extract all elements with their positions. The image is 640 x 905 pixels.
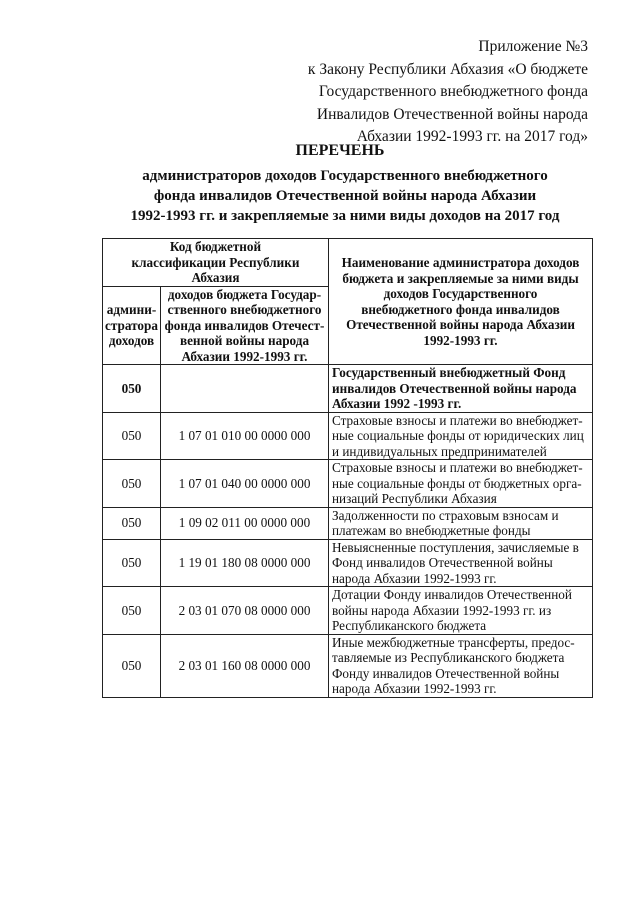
subtitle-line: 1992-1993 гг. и закрепляемые за ними виды доходов на 2017 год: [130, 208, 560, 224]
cell-admin: 050: [103, 365, 161, 413]
table-row: [103, 460, 593, 508]
cell-admin: 050: [103, 634, 161, 697]
cell-admin: 050: [103, 539, 161, 587]
annex-line: Государственного внебюджетного фонда: [318, 83, 588, 100]
income-administrators-table: [102, 238, 593, 698]
annex-line: Абхазии 1992-1993 гг. на 2017 год»: [356, 128, 588, 145]
cell-admin: 050: [103, 507, 161, 539]
cell-code: 1 09 02 011 00 0000 000: [161, 507, 329, 539]
table-row: [103, 539, 593, 587]
subtitle-line: администраторов доходов Государственного внебюджетного: [142, 168, 548, 184]
cell-name: Задолженности по страховым взносам и платежам во внебюджетные фонды: [329, 507, 593, 539]
annex-line: Приложение №3: [478, 38, 588, 55]
cell-name: Иные межбюджетные трансферты, предос-тавляемые из Республиканского бюджета Фонду инвалидов Отечественной войны народа Абхазии 1992-1993 гг.: [329, 634, 593, 697]
cell-code: 1 07 01 010 00 0000 000: [161, 412, 329, 460]
table-row-administrator: [103, 365, 593, 413]
document-title: ПЕРЕЧЕНЬ: [295, 142, 385, 159]
annex-header: [308, 36, 588, 149]
cell-name: Невыясненные поступления, зачисляемые в Фонд инвалидов Отечественной войны народа Абхазии 1992-1993 гг.: [329, 539, 593, 587]
document-subtitle: [0, 166, 640, 226]
cell-admin: 050: [103, 460, 161, 508]
cell-admin: 050: [103, 412, 161, 460]
cell-code: 2 03 01 160 08 0000 000: [161, 634, 329, 697]
table-row: [103, 507, 593, 539]
table-row: [103, 412, 593, 460]
cell-code: 1 07 01 040 00 0000 000: [161, 460, 329, 508]
header-classification-code: Код бюджетной классификации Республики Абхазия: [103, 239, 329, 287]
cell-name: Дотации Фонду инвалидов Отечественной войны народа Абхазии 1992-1993 гг. из Республиканского бюджета: [329, 587, 593, 635]
annex-line: Инвалидов Отечественной войны народа: [316, 105, 588, 123]
table-row: [103, 587, 593, 635]
cell-name: Страховые взносы и платежи во внебюджет-ные социальные фонды от бюджетных орга-низаций Республики Абхазия: [329, 460, 593, 508]
annex-line: к Закону Республики Абхазия «О бюджете: [307, 60, 588, 78]
cell-code: [161, 365, 329, 413]
header-admin: админи-стратора доходов: [103, 286, 161, 365]
table-row: [103, 634, 593, 697]
cell-admin: 050: [103, 587, 161, 635]
cell-code: 1 19 01 180 08 0000 000: [161, 539, 329, 587]
cell-name: Страховые взносы и платежи во внебюджет-ные социальные фонды от юридических лиц и индивидуальных предпринимателей: [329, 412, 593, 460]
cell-code: 2 03 01 070 08 0000 000: [161, 587, 329, 635]
subtitle-line: фонда инвалидов Отечественной войны народа Абхазии: [153, 188, 537, 204]
cell-name: Государственный внебюджетный Фонд инвалидов Отечественной войны народа Абхазии 1992 -1993 гг.: [329, 365, 593, 413]
header-name: Наименование администратора доходов бюджета и закрепляемые за ними виды доходов Государственного внебюджетного фонда инвалидов Отечественной войны народа Абхазии 1992-1993 гг.: [329, 239, 593, 365]
header-income: доходов бюджета Государ-ственного внебюджетного фонда инвалидов Отечест-венной войны народа Абхазии 1992-1993 гг.: [161, 286, 329, 365]
